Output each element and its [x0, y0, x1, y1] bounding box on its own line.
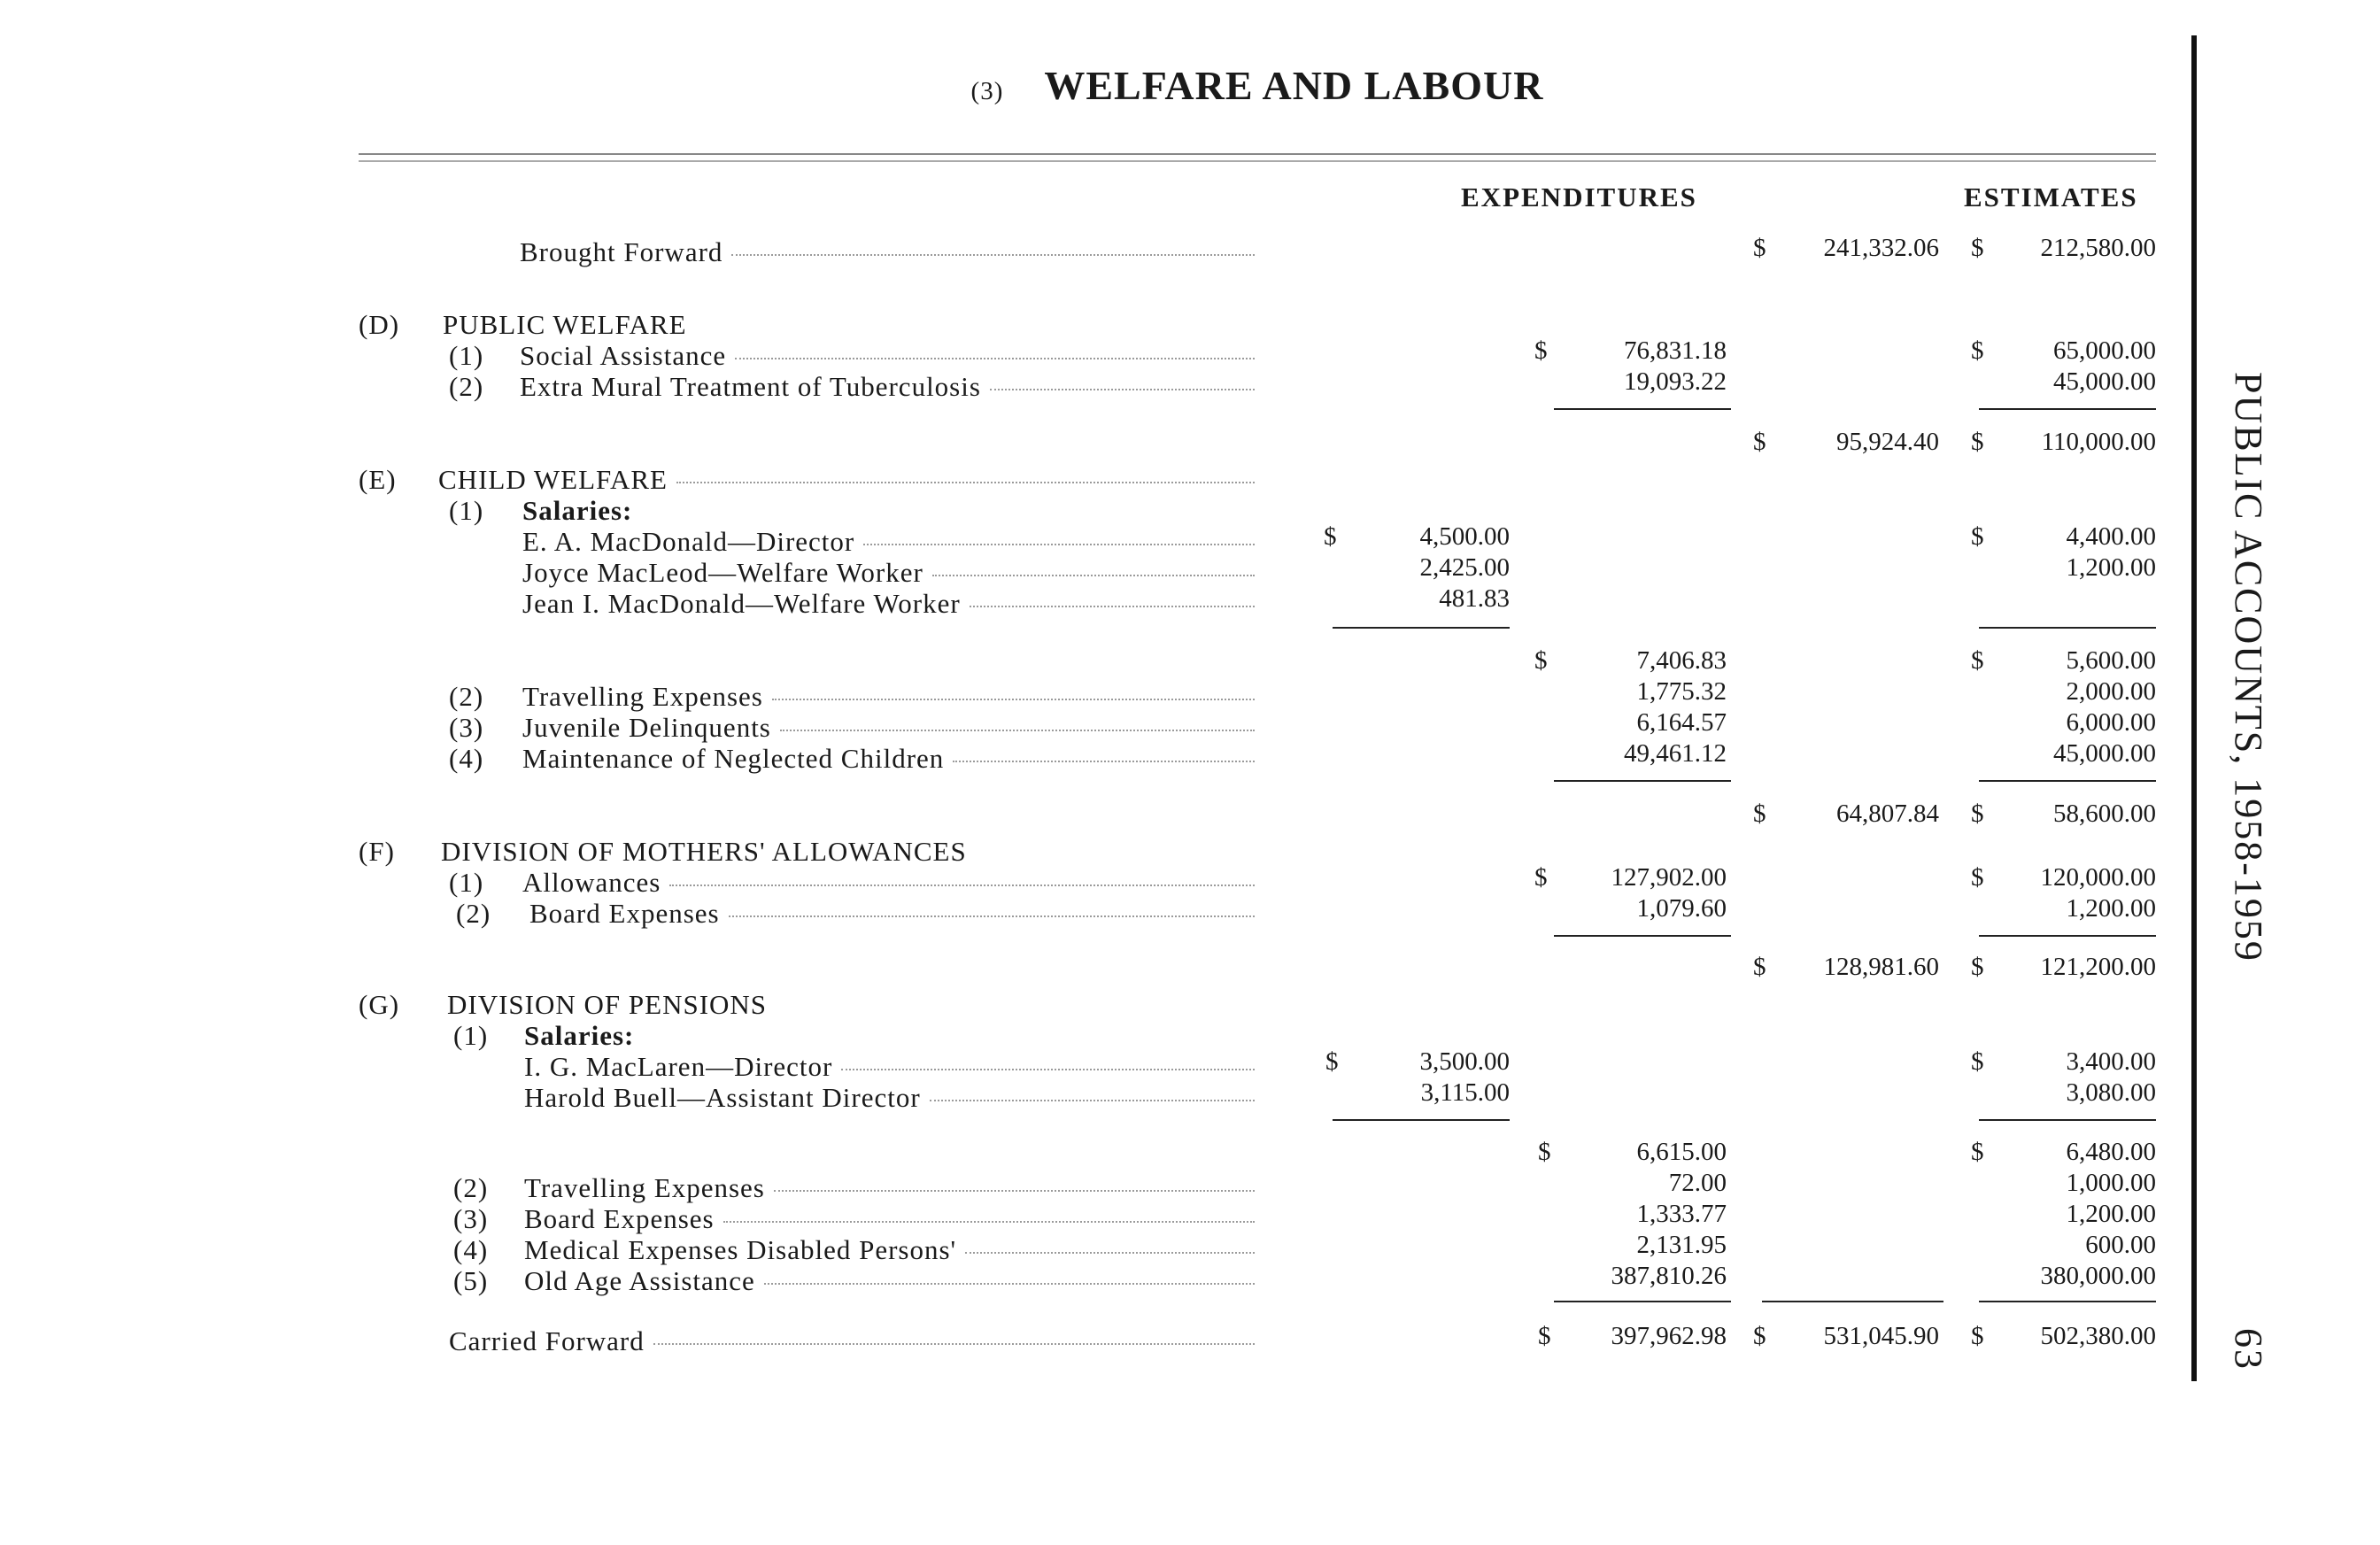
currency-sign: $: [1971, 1138, 1984, 1166]
currency-sign: $: [1971, 1047, 1984, 1076]
brought-forward-estimate: 212,580.00: [2040, 234, 2156, 262]
item-label: Social Assistance: [520, 340, 1255, 372]
section-d-letter: (D): [359, 309, 400, 340]
item-label: Travelling Expenses: [522, 681, 1255, 713]
salary-amount: 3,115.00: [1420, 1078, 1510, 1107]
estimate-value: 6,000.00: [2066, 708, 2156, 737]
salary-row-label: Joyce MacLeod—Welfare Worker: [522, 557, 1255, 589]
currency-sign: $: [1753, 953, 1766, 981]
subtotal-rule: [1333, 1119, 1510, 1121]
carried-forward-estimate: 502,380.00: [2040, 1322, 2156, 1350]
subtotal-rule: [1333, 627, 1510, 629]
estimate-value: 1,200.00: [2066, 1200, 2156, 1228]
currency-sign: $: [1534, 336, 1548, 365]
expenditures-header: EXPENDITURES: [1461, 182, 1697, 212]
header-rule: [359, 153, 2156, 155]
currency-sign: $: [1971, 522, 1984, 551]
brought-forward-label: Brought Forward: [520, 236, 1255, 268]
total-rule: [1554, 1301, 1731, 1302]
currency-sign: $: [1971, 336, 1984, 365]
estimate-value: 45,000.00: [2053, 739, 2156, 768]
currency-sign: $: [1534, 646, 1548, 675]
section-e-title: CHILD WELFARE: [438, 464, 1255, 496]
salary-row-label: I. G. MacLaren—Director: [524, 1051, 1255, 1083]
subtotal-rule: [1554, 780, 1731, 782]
expenditure-value: 6,164.57: [1636, 708, 1727, 737]
estimate-value: 1,200.00: [2066, 894, 2156, 923]
subtotal-rule: [1554, 408, 1731, 410]
salary-row-label: Jean I. MacDonald—Welfare Worker: [522, 588, 1255, 620]
subtotal-rule: [1979, 935, 2156, 937]
subtotal-rule: [1979, 627, 2156, 629]
expenditure-value: 2,131.95: [1636, 1231, 1727, 1259]
section-f-title: DIVISION OF MOTHERS' ALLOWANCES: [441, 836, 967, 867]
subtotal-rule: [1979, 780, 2156, 782]
currency-sign: $: [1325, 1047, 1339, 1076]
expenditure-value: 127,902.00: [1611, 863, 1727, 892]
salaries-subtotal: 6,615.00: [1636, 1138, 1727, 1166]
item-number: (2): [456, 898, 491, 929]
expenditure-value: 1,079.60: [1636, 894, 1727, 923]
item-number: (3): [449, 712, 484, 743]
subtotal-rule: [1979, 408, 2156, 410]
salary-amount: 4,500.00: [1419, 522, 1510, 551]
salaries-heading: Salaries:: [524, 1020, 635, 1051]
salary-amount: 3,500.00: [1419, 1047, 1510, 1076]
expenditure-value: 387,810.26: [1611, 1262, 1727, 1290]
expenditure-value: 1,775.32: [1636, 677, 1727, 706]
item-number: (2): [449, 681, 484, 712]
carried-forward-label: Carried Forward: [449, 1325, 1255, 1357]
item-label: Old Age Assistance: [524, 1265, 1255, 1297]
section-e-total: 64,807.84: [1836, 800, 1939, 828]
expenditure-value: 72.00: [1668, 1169, 1727, 1197]
expenditure-value: 19,093.22: [1624, 367, 1727, 396]
brought-forward-total: 241,332.06: [1823, 234, 1939, 262]
currency-sign: $: [1971, 1322, 1984, 1350]
header-rule-2: [359, 160, 2156, 162]
salary-row-label: E. A. MacDonald—Director: [522, 526, 1255, 558]
page-spine-rule: [2191, 35, 2197, 1381]
item-number: (1): [453, 1020, 489, 1051]
currency-sign: $: [1538, 1322, 1551, 1350]
total-rule: [1762, 1301, 1943, 1302]
currency-sign: $: [1971, 800, 1984, 828]
currency-sign: $: [1753, 1322, 1766, 1350]
salary-row-label: Harold Buell—Assistant Director: [524, 1082, 1255, 1114]
salaries-subtotal-estimate: 6,480.00: [2066, 1138, 2156, 1166]
salary-estimate: 1,200.00: [2066, 553, 2156, 582]
salaries-subtotal: 7,406.83: [1636, 646, 1727, 675]
section-d-title: PUBLIC WELFARE: [443, 309, 687, 340]
item-number: (1): [449, 495, 484, 526]
estimate-value: 600.00: [2085, 1231, 2156, 1259]
item-number: (1): [449, 867, 484, 898]
expenditure-value: 49,461.12: [1624, 739, 1727, 768]
section-d-total: 95,924.40: [1836, 428, 1939, 456]
item-number: (2): [453, 1172, 489, 1203]
item-label: Board Expenses: [524, 1203, 1255, 1235]
currency-sign: $: [1971, 646, 1984, 675]
currency-sign: $: [1971, 428, 1984, 456]
estimate-value: 120,000.00: [2040, 863, 2156, 892]
item-number: (5): [453, 1265, 489, 1296]
section-f-total-estimate: 121,200.00: [2040, 953, 2156, 981]
salary-estimate: 4,400.00: [2066, 522, 2156, 551]
salary-estimate: 3,400.00: [2066, 1047, 2156, 1076]
salaries-heading: Salaries:: [522, 495, 633, 526]
item-number: (2): [449, 371, 484, 402]
running-head: PUBLIC ACCOUNTS, 1958-1959: [2227, 372, 2270, 962]
section-f-total: 128,981.60: [1823, 953, 1939, 981]
estimates-header: ESTIMATES: [1964, 182, 2138, 212]
salary-amount: 2,425.00: [1419, 553, 1510, 582]
page-title: [0, 62, 2380, 109]
item-number: (1): [449, 340, 484, 371]
currency-sign: $: [1753, 428, 1766, 456]
item-label: Travelling Expenses: [524, 1172, 1255, 1204]
section-e-total-estimate: 58,600.00: [2053, 800, 2156, 828]
currency-sign: $: [1753, 234, 1766, 262]
estimate-value: 380,000.00: [2040, 1262, 2156, 1290]
section-e-letter: (E): [359, 464, 397, 495]
estimate-value: 2,000.00: [2066, 677, 2156, 706]
item-label: Medical Expenses Disabled Persons': [524, 1234, 1255, 1266]
section-d-total-estimate: 110,000.00: [2041, 428, 2156, 456]
currency-sign: $: [1534, 863, 1548, 892]
salary-amount: 481.83: [1439, 584, 1510, 613]
expenditure-value: 76,831.18: [1624, 336, 1727, 365]
estimate-value: 1,000.00: [2066, 1169, 2156, 1197]
estimate-value: 65,000.00: [2053, 336, 2156, 365]
item-number: (3): [453, 1203, 489, 1234]
section-f-letter: (F): [359, 836, 395, 867]
item-number: (4): [453, 1234, 489, 1265]
item-label: Extra Mural Treatment of Tuberculosis: [520, 371, 1255, 403]
item-label: Juvenile Delinquents: [522, 712, 1255, 744]
item-label: Maintenance of Neglected Children: [522, 743, 1255, 775]
estimate-value: 45,000.00: [2053, 367, 2156, 396]
expenditure-value: 1,333.77: [1636, 1200, 1727, 1228]
item-label: Allowances: [522, 867, 1255, 899]
section-title: WELFARE AND LABOUR: [1044, 63, 1544, 108]
section-g-letter: (G): [359, 989, 400, 1020]
item-label: Board Expenses: [529, 898, 1255, 930]
subtotal-rule: [1554, 935, 1731, 937]
currency-sign: $: [1971, 863, 1984, 892]
section-g-title: DIVISION OF PENSIONS: [447, 989, 768, 1020]
salaries-subtotal-estimate: 5,600.00: [2066, 646, 2156, 675]
section-number: (3): [970, 77, 1004, 105]
currency-sign: $: [1971, 953, 1984, 981]
carried-forward-expenditure: 397,962.98: [1611, 1322, 1727, 1350]
total-rule: [1979, 1301, 2156, 1302]
currency-sign: $: [1753, 800, 1766, 828]
currency-sign: $: [1971, 234, 1984, 262]
currency-sign: $: [1538, 1138, 1551, 1166]
page-number: 63: [2227, 1328, 2270, 1371]
salary-estimate: 3,080.00: [2066, 1078, 2156, 1107]
currency-sign: $: [1324, 522, 1337, 551]
subtotal-rule: [1979, 1119, 2156, 1121]
item-number: (4): [449, 743, 484, 774]
carried-forward-total: 531,045.90: [1823, 1322, 1939, 1350]
